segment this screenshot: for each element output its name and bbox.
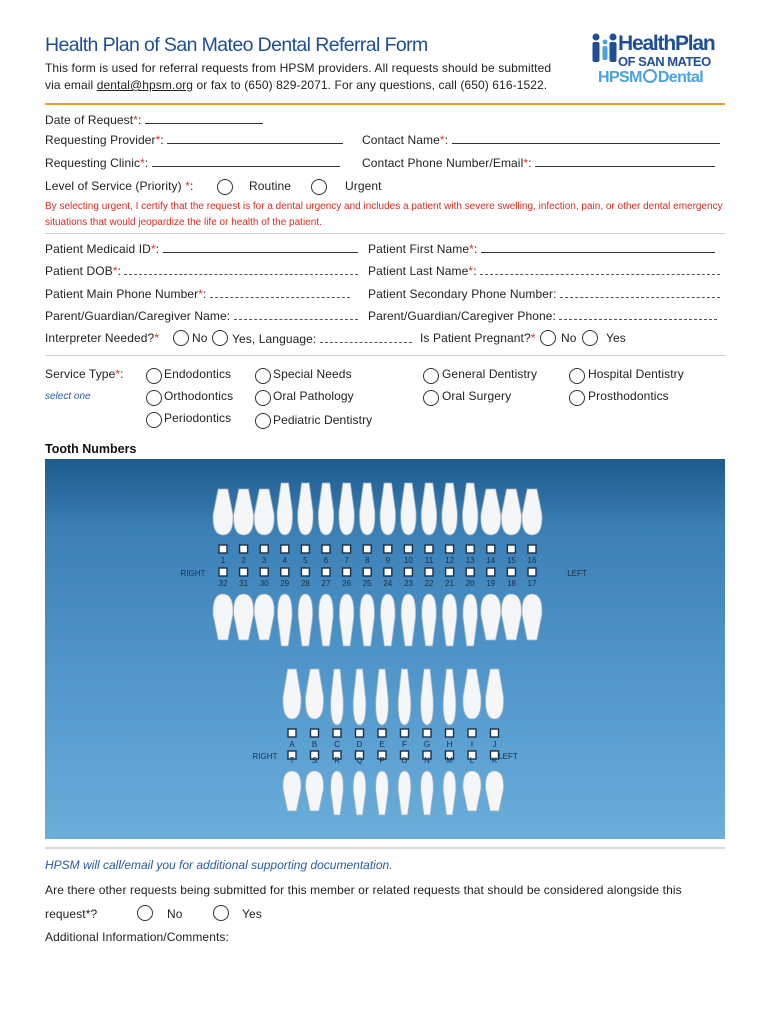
interpreter-no-radio[interactable] [173, 330, 189, 346]
tooth-number-10: 10 [403, 556, 413, 565]
date-of-request: Date of Request*: [45, 112, 263, 127]
comments-label: Additional Information/Comments: [45, 930, 229, 944]
tooth-number-1: 1 [220, 556, 226, 565]
tooth-number-19: 19 [486, 579, 496, 588]
adult-lower-tooth-17 [522, 594, 542, 640]
logo-san-mateo: OF SAN MATEO [618, 54, 711, 69]
tooth-checkbox-17[interactable] [528, 568, 536, 576]
tooth-checkbox-7[interactable] [343, 545, 351, 553]
header-divider [45, 103, 725, 105]
primary-lower-tooth-T [283, 771, 301, 811]
tooth-checkbox-C[interactable] [333, 729, 341, 737]
adult-lower-tooth-23 [401, 594, 416, 646]
dob-field[interactable] [124, 263, 358, 275]
primary-upper-tooth-J [485, 669, 503, 719]
pediatric-dentistry-label: Pediatric Dentistry [273, 413, 373, 427]
tooth-checkbox-26[interactable] [343, 568, 351, 576]
adult-upper-tooth-16 [522, 489, 542, 535]
tooth-letter-G: G [423, 740, 431, 749]
routine-label: Routine [249, 179, 292, 193]
level-of-service: Level of Service (Priority) *: [45, 179, 194, 193]
section-divider [45, 847, 725, 849]
adult-lower-tooth-22 [422, 594, 437, 646]
tooth-logo-icon [643, 69, 657, 83]
tooth-letter-E: E [379, 740, 385, 749]
patient-main-phone: Patient Main Phone Number*: [45, 286, 350, 301]
tooth-checkbox-3[interactable] [260, 545, 268, 553]
primary-lower-tooth-R [331, 771, 344, 815]
tooth-checkbox-D[interactable] [356, 729, 364, 737]
patient-secondary-phone: Patient Secondary Phone Number: [368, 286, 720, 301]
pregnant-yes-label: Yes [606, 331, 626, 345]
other-requests-yes-radio[interactable] [213, 905, 229, 921]
tooth-letter-D: D [356, 740, 363, 749]
tooth-checkbox-32[interactable] [219, 568, 227, 576]
urgent-label: Urgent [345, 179, 382, 193]
pregnant-no-radio[interactable] [540, 330, 556, 346]
first-name-field[interactable] [481, 241, 715, 253]
provider-field[interactable] [167, 132, 343, 144]
tooth-checkbox-12[interactable] [446, 545, 454, 553]
tooth-checkbox-8[interactable] [363, 545, 371, 553]
tooth-letter-O: O [401, 756, 408, 765]
adult-lower-tooth-31 [234, 594, 254, 640]
adult-upper-tooth-2 [234, 489, 254, 535]
tooth-checkbox-G[interactable] [423, 729, 431, 737]
logo-healthplan: HealthPlan [618, 32, 715, 55]
tooth-number-2: 2 [241, 556, 246, 565]
tooth-checkbox-25[interactable] [363, 568, 371, 576]
tooth-number-15: 15 [506, 556, 516, 565]
tooth-number-28: 28 [300, 579, 310, 588]
adult-lower-tooth-27 [319, 594, 334, 646]
tooth-number-9: 9 [385, 556, 391, 565]
clinic-field[interactable] [152, 155, 340, 167]
service-type-label: Service Type*: [45, 367, 124, 381]
tooth-letter-Q: Q [356, 756, 363, 765]
tooth-letter-A: A [289, 740, 295, 749]
tooth-number-26: 26 [342, 579, 352, 588]
tooth-checkbox-J[interactable] [491, 729, 499, 737]
adult-lower-tooth-26 [339, 594, 354, 646]
primary-lower-tooth-N [421, 771, 434, 815]
tooth-checkbox-21[interactable] [446, 568, 454, 576]
tooth-number-25: 25 [362, 579, 372, 588]
tooth-checkbox-20[interactable] [466, 568, 474, 576]
tooth-number-21: 21 [445, 579, 455, 588]
intro-line-1: This form is used for referral requests from HPSM providers. All requests should be submitted [45, 61, 552, 75]
adult-upper-tooth-9 [380, 483, 395, 535]
general-dentistry-label: General Dentistry [442, 367, 538, 381]
tooth-number-11: 11 [424, 556, 434, 565]
tooth-number-3: 3 [261, 556, 267, 565]
primary-upper-tooth-B [305, 669, 323, 719]
tooth-letter-I: I [470, 740, 474, 749]
interpreter-yes-radio[interactable] [212, 330, 228, 346]
patient-medicaid-id: Patient Medicaid ID*: [45, 241, 358, 256]
adult-upper-tooth-5 [298, 483, 313, 535]
adult-upper-tooth-4 [277, 483, 292, 535]
tooth-checkbox-29[interactable] [281, 568, 289, 576]
tooth-checkbox-4[interactable] [281, 545, 289, 553]
form-title: Health Plan of San Mateo Dental Referral Form [45, 34, 428, 56]
adult-upper-tooth-6 [318, 483, 333, 535]
tooth-checkbox-15[interactable] [507, 545, 515, 553]
tooth-checkbox-F[interactable] [401, 729, 409, 737]
primary-lower-tooth-L [463, 771, 481, 811]
guardian-phone-field[interactable] [559, 308, 717, 320]
contact-phone-field[interactable] [535, 155, 715, 167]
other-requests-yes-label: Yes [242, 907, 262, 921]
tooth-checkbox-A[interactable] [288, 729, 296, 737]
adult-upper-tooth-3 [254, 489, 274, 535]
patient-first-name: Patient First Name*: [368, 241, 715, 256]
orthodontics-radio[interactable] [146, 390, 162, 406]
intro-line-2: via email dental@hpsm.org or fax to (650) 829-2071. For any questions, call (650) 616-1522. [45, 78, 548, 92]
tooth-checkbox-24[interactable] [384, 568, 392, 576]
contact-phone: Contact Phone Number/Email*: [362, 155, 715, 170]
tooth-checkbox-23[interactable] [404, 568, 412, 576]
urgent-radio[interactable] [311, 179, 327, 195]
tooth-letter-L: L [469, 756, 475, 765]
family-figures-icon [590, 32, 620, 72]
adult-lower-tooth-20 [463, 594, 478, 646]
prosthodontics-radio[interactable] [569, 390, 585, 406]
tooth-number-7: 7 [344, 556, 349, 565]
tooth-number-8: 8 [364, 556, 370, 565]
primary-upper-tooth-I [463, 669, 481, 719]
select-one-hint: select one [45, 391, 91, 402]
tooth-letter-R: R [334, 756, 340, 765]
general-dentistry-radio[interactable] [423, 368, 439, 384]
oral-pathology-radio[interactable] [255, 390, 271, 406]
tooth-letter-P: P [379, 756, 385, 765]
intro-text [45, 60, 585, 94]
adult-upper-tooth-12 [442, 483, 457, 535]
tooth-letter-K: K [491, 756, 498, 765]
special-needs-radio[interactable] [255, 368, 271, 384]
tooth-checkbox-19[interactable] [487, 568, 495, 576]
email-link[interactable]: dental@hpsm.org [96, 78, 194, 92]
primary-upper-tooth-D [353, 669, 366, 725]
tooth-checkbox-16[interactable] [528, 545, 536, 553]
patient-dob: Patient DOB*: [45, 263, 358, 278]
adult-upper-tooth-1 [213, 489, 233, 535]
primary-lower-tooth-O [398, 771, 411, 815]
tooth-checkbox-30[interactable] [260, 568, 268, 576]
other-requests-no-radio[interactable] [137, 905, 153, 921]
tooth-letter-H: H [446, 740, 453, 749]
adult-left-label: LEFT [567, 569, 587, 578]
tooth-checkbox-5[interactable] [301, 545, 309, 553]
tooth-number-18: 18 [506, 579, 516, 588]
logo-hpsm-dental: HPSM Dental [598, 69, 704, 86]
tooth-checkbox-6[interactable] [322, 545, 330, 553]
tooth-numbers-heading: Tooth Numbers [45, 442, 137, 456]
oral-surgery-radio[interactable] [423, 390, 439, 406]
tooth-number-32: 32 [218, 579, 228, 588]
hospital-dentistry-label: Hospital Dentistry [588, 367, 684, 381]
adult-upper-tooth-15 [501, 489, 521, 535]
main-phone-field[interactable] [210, 286, 350, 298]
tooth-letter-F: F [402, 740, 407, 749]
pregnant-yes-radio[interactable] [582, 330, 598, 346]
secondary-phone-field[interactable] [560, 286, 720, 298]
tooth-checkbox-28[interactable] [301, 568, 309, 576]
tooth-number-22: 22 [424, 579, 434, 588]
tooth-checkbox-E[interactable] [378, 729, 386, 737]
patient-pregnant: Is Patient Pregnant?* [420, 331, 536, 345]
tooth-number-6: 6 [323, 556, 329, 565]
tooth-number-24: 24 [383, 579, 393, 588]
tooth-checkbox-11[interactable] [425, 545, 433, 553]
tooth-checkbox-18[interactable] [507, 568, 515, 576]
adult-upper-tooth-11 [421, 483, 436, 535]
orthodontics-label: Orthodontics [164, 389, 234, 403]
tooth-number-31: 31 [239, 579, 249, 588]
primary-lower-tooth-P [376, 771, 389, 815]
primary-upper-tooth-G [421, 669, 434, 725]
tooth-checkbox-I[interactable] [468, 729, 476, 737]
contact-name: Contact Name*: [362, 132, 720, 147]
urgent-warning: By selecting urgent, I certify that the request is for a dental urgency and includes a patient with severe swelling, infection, pain, or other dental emergency situations that would jeopardize the life or health of the patient. [45, 201, 723, 228]
endodontics-radio[interactable] [146, 368, 162, 384]
tooth-checkbox-22[interactable] [425, 568, 433, 576]
adult-lower-tooth-19 [481, 594, 501, 640]
tooth-number-14: 14 [486, 556, 496, 565]
adult-lower-tooth-32 [213, 594, 233, 640]
other-requests-question-2: request*? [45, 907, 98, 921]
primary-upper-tooth-E [376, 669, 389, 725]
adult-upper-tooth-10 [401, 483, 416, 535]
tooth-checkbox-B[interactable] [311, 729, 319, 737]
tooth-chart [45, 459, 725, 839]
adult-right-label: RIGHT [180, 569, 206, 578]
interpreter-language: Yes, Language: [232, 331, 412, 346]
adult-upper-tooth-7 [339, 483, 354, 535]
interpreter-no-label: No [192, 331, 208, 345]
tooth-number-12: 12 [445, 556, 455, 565]
tooth-checkbox-13[interactable] [466, 545, 474, 553]
pediatric-dentistry-radio[interactable] [255, 413, 271, 429]
primary-lower-tooth-M [443, 771, 456, 815]
tooth-letter-M: M [446, 756, 453, 765]
interpreter-needed: Interpreter Needed?* [45, 331, 160, 345]
requesting-clinic: Requesting Clinic*: [45, 155, 340, 170]
tooth-number-27: 27 [321, 579, 331, 588]
other-requests-no-label: No [167, 907, 183, 921]
tooth-number-20: 20 [465, 579, 475, 588]
last-name-field[interactable] [480, 263, 720, 275]
primary-right-label: RIGHT [252, 752, 278, 761]
language-field[interactable] [320, 331, 412, 343]
tooth-number-29: 29 [280, 579, 290, 588]
primary-upper-tooth-F [398, 669, 411, 725]
oral-pathology-label: Oral Pathology [273, 389, 354, 403]
guardian-name-field[interactable] [234, 308, 358, 320]
primary-upper-tooth-C [331, 669, 344, 725]
tooth-chart-graphic [45, 459, 725, 839]
guardian-phone: Parent/Guardian/Caregiver Phone: [368, 308, 717, 323]
tooth-checkbox-10[interactable] [404, 545, 412, 553]
adult-lower-tooth-30 [254, 594, 274, 640]
guardian-name: Parent/Guardian/Caregiver Name: [45, 308, 358, 323]
primary-lower-tooth-K [485, 771, 503, 811]
contact-name-field[interactable] [452, 132, 720, 144]
adult-upper-tooth-13 [462, 483, 477, 535]
primary-left-label: LEFT [498, 752, 518, 761]
primary-upper-tooth-H [443, 669, 456, 725]
primary-upper-tooth-A [283, 669, 301, 719]
adult-lower-tooth-29 [278, 594, 293, 646]
prosthodontics-label: Prosthodontics [588, 389, 669, 403]
adult-upper-tooth-14 [481, 489, 501, 535]
tooth-checkbox-14[interactable] [487, 545, 495, 553]
tooth-letter-B: B [311, 740, 318, 749]
tooth-checkbox-27[interactable] [322, 568, 330, 576]
primary-lower-tooth-Q [353, 771, 366, 815]
tooth-checkbox-H[interactable] [446, 729, 454, 737]
tooth-number-23: 23 [403, 579, 413, 588]
tooth-letter-C: C [334, 740, 340, 749]
section-divider [45, 355, 725, 356]
adult-lower-tooth-28 [298, 594, 313, 646]
routine-radio[interactable] [217, 179, 233, 195]
adult-lower-tooth-18 [501, 594, 521, 640]
supporting-docs-note: HPSM will call/email you for additional supporting documentation. [45, 858, 393, 872]
adult-upper-tooth-8 [359, 483, 374, 535]
tooth-number-30: 30 [259, 579, 269, 588]
primary-lower-tooth-S [305, 771, 323, 811]
adult-lower-tooth-21 [442, 594, 457, 646]
tooth-number-5: 5 [303, 556, 308, 565]
tooth-number-16: 16 [527, 556, 537, 565]
tooth-checkbox-31[interactable] [240, 568, 248, 576]
patient-last-name: Patient Last Name*: [368, 263, 720, 278]
tooth-letter-J: J [492, 740, 497, 749]
tooth-number-4: 4 [282, 556, 288, 565]
special-needs-label: Special Needs [273, 367, 352, 381]
hpsm-logo [588, 28, 733, 92]
tooth-number-17: 17 [527, 579, 537, 588]
requesting-provider: Requesting Provider*: [45, 132, 343, 147]
tooth-number-13: 13 [465, 556, 475, 565]
oral-surgery-label: Oral Surgery [442, 389, 512, 403]
other-requests-question: Are there other requests being submitted for this member or related requests that should be considered alongside this [45, 883, 682, 897]
tooth-checkbox-2[interactable] [240, 545, 248, 553]
endodontics-label: Endodontics [164, 367, 232, 381]
tooth-checkbox-9[interactable] [384, 545, 392, 553]
periodontics-radio[interactable] [146, 412, 162, 428]
hospital-dentistry-radio[interactable] [569, 368, 585, 384]
adult-lower-tooth-24 [381, 594, 396, 646]
periodontics-label: Periodontics [164, 411, 232, 425]
medicaid-field[interactable] [163, 241, 358, 253]
tooth-letter-S: S [311, 756, 318, 765]
tooth-letter-N: N [424, 756, 430, 765]
tooth-checkbox-1[interactable] [219, 545, 227, 553]
section-divider [45, 233, 725, 234]
tooth-letter-T: T [289, 756, 295, 765]
adult-lower-tooth-25 [360, 594, 375, 646]
pregnant-no-label: No [561, 331, 577, 345]
date-field[interactable] [145, 112, 263, 124]
